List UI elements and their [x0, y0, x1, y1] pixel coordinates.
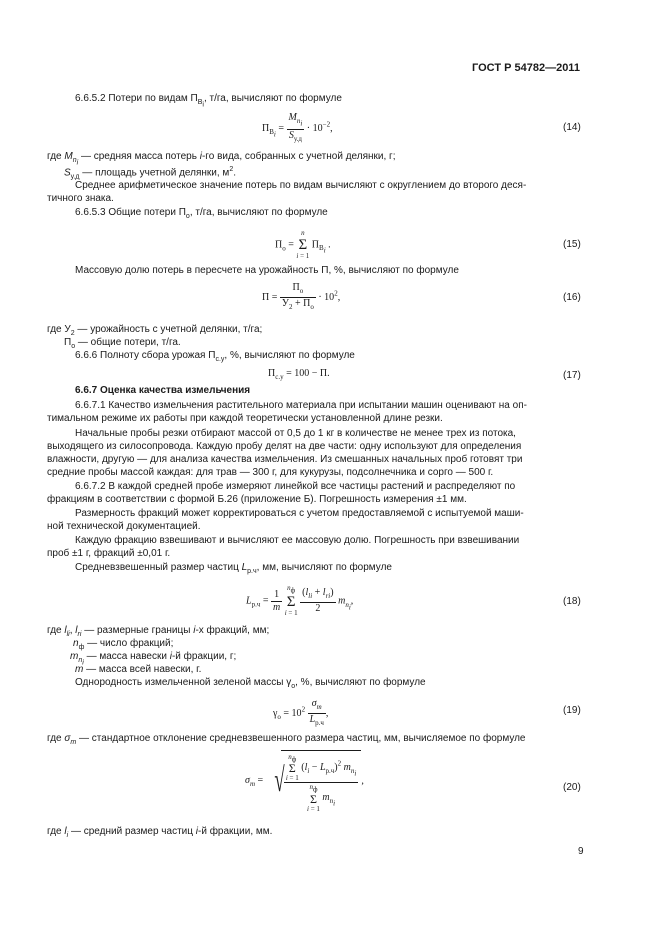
- samples-3: влажности, другую — для анализа качества измельчения. Из смешанных начальных проб готовят три: [47, 454, 523, 465]
- formula-18: $L_{р.ч}$ = $\frac{1}{m}$ $n_ф$ Σ i = 1 $\frac{(l_{li} + l_{ri})}{2}$ $m_{n_i}$,: [246, 584, 354, 618]
- para-66672-a: 6.6.7.2 В каждой средней пробе измеряют линейкой все частицы растений и распределяют по: [75, 481, 516, 492]
- eq-number-17: (17): [563, 370, 581, 381]
- avg-line-1: Среднее арифметическое значение потерь по видам вычисляют с округлением до второго деся-: [75, 180, 527, 191]
- para-66671-a: 6.6.7.1 Качество измельчения растительного материала при испытании машин оценивают на оп-: [75, 400, 527, 411]
- where-l: где $l_{li}$, $l_{ri}$ — размерные границы i-х фракций, мм;: [47, 625, 270, 638]
- samples-4: средние пробы массой каждая: для трав — 300 г, для кукурузы, подсолнечника и сорго — 500 г.: [47, 467, 494, 478]
- formula-19: $\gamma_о = 10^2$ $\frac{\sigma_m}{L_{р.ч}}$ ,: [273, 698, 329, 727]
- eq-number-20: (20): [563, 782, 581, 793]
- where-li: где $l_i$ — средний размер частиц i-й фракции, мм.: [47, 826, 273, 839]
- para-66672-b: фракциям в соответствии с формой Б.26 (приложение Б). Погрешность измерения ±1 мм.: [47, 494, 467, 505]
- para-6656: 6.6.6 Полноту сбора урожая $П_{с.у}$, %, вычисляют по формуле: [75, 350, 355, 363]
- eq-number-19: (19): [563, 705, 581, 716]
- avg-line-2: тичного знака.: [47, 193, 114, 204]
- eq-number-14: (14): [563, 122, 581, 133]
- where-mni: $m_{n_i}$ — масса навески i-й фракции, г;: [70, 651, 237, 667]
- where-po: $П_о$ — общие потери, т/га.: [64, 337, 181, 350]
- mass-share: Массовую долю потерь в пересчете на урожайность П, %, вычисляют по формуле: [75, 265, 459, 276]
- weighted-avg: Средневзвешенный размер частиц $L_{р.ч}$, мм, вычисляют по формуле: [75, 562, 392, 575]
- samples-2: выходящего из силосопровода. Каждую пробу делят на две части: одну используют для определения: [47, 441, 522, 452]
- where-u: где $У_2$ — урожайность с учетной делянки, т/га;: [47, 324, 263, 337]
- dim-2: ной технической документацией.: [47, 521, 201, 532]
- formula-14: $П_{В_i}$ = $\frac{M_{n_i}}{S_{у.д}}$ · $10^{-2}$,: [262, 112, 333, 144]
- para-66671-b: тимальном режиме их работы при каждой теоретически установленной длине резки.: [47, 413, 443, 424]
- samples-1: Начальные пробы резки отбирают массой от 0,5 до 1 кг в количестве не менее трех из потока,: [75, 428, 516, 439]
- where-m-total: m — масса всей навески, г.: [75, 664, 202, 675]
- where-sigma: где $\sigma_m$ — стандартное отклонение средневзвешенного размера частиц, мм, вычисляемое по формуле: [47, 733, 526, 746]
- page-number: 9: [578, 846, 584, 857]
- where-s: $S_{у.д}$ — площадь учетной делянки, $м^2$.: [64, 166, 236, 181]
- dim-1: Размерность фракций может корректироваться с учетом предоставляемой с испытуемой маши-: [75, 508, 524, 519]
- eq-number-18: (18): [563, 596, 581, 607]
- weigh-1: Каждую фракцию взвешивают и вычисляют ее массовую долю. Погрешность при взвешивании: [75, 535, 520, 546]
- formula-20: $\sigma_m$ = √ $n_ф$ Σ i = 1 $(l_i - L_{р.ч})^2$ $m_{n_i}$ $n_ф$ Σ i = 1 $m_{n_i}$ ,: [245, 750, 364, 813]
- eq-number-16: (16): [563, 292, 581, 303]
- weigh-2: проб ±1 г, фракций ±0,01 г.: [47, 548, 171, 559]
- eq-number-15: (15): [563, 239, 581, 250]
- formula-15: $П_о$ = n Σ i = 1 $П_{В_i}$ .: [275, 229, 331, 260]
- where-nf: $n_ф$ — число фракций;: [73, 638, 174, 651]
- where-m: где $M_{n_i}$ — средняя масса потерь i-го вида, собранных с учетной делянки, г;: [47, 151, 396, 167]
- formula-16: П = $\frac{П_о}{У_2 + П_о}$ · $10^2$,: [262, 282, 341, 311]
- homogeneity: Однородность измельченной зеленой массы $\gamma_о$, %, вычисляют по формуле: [75, 677, 426, 690]
- para-6652: 6.6.5.2 Потери по видам $П_{В_i}$, т/га, вычисляют по формуле: [75, 93, 342, 109]
- doc-id: ГОСТ Р 54782—2011: [472, 62, 580, 74]
- section-667: 6.6.7 Оценка качества измельчения: [75, 385, 251, 396]
- para-6653: 6.6.5.3 Общие потери $П_о$, т/га, вычисляют по формуле: [75, 207, 328, 220]
- formula-17: $П_{с.у} = 100 - П$.: [268, 368, 330, 381]
